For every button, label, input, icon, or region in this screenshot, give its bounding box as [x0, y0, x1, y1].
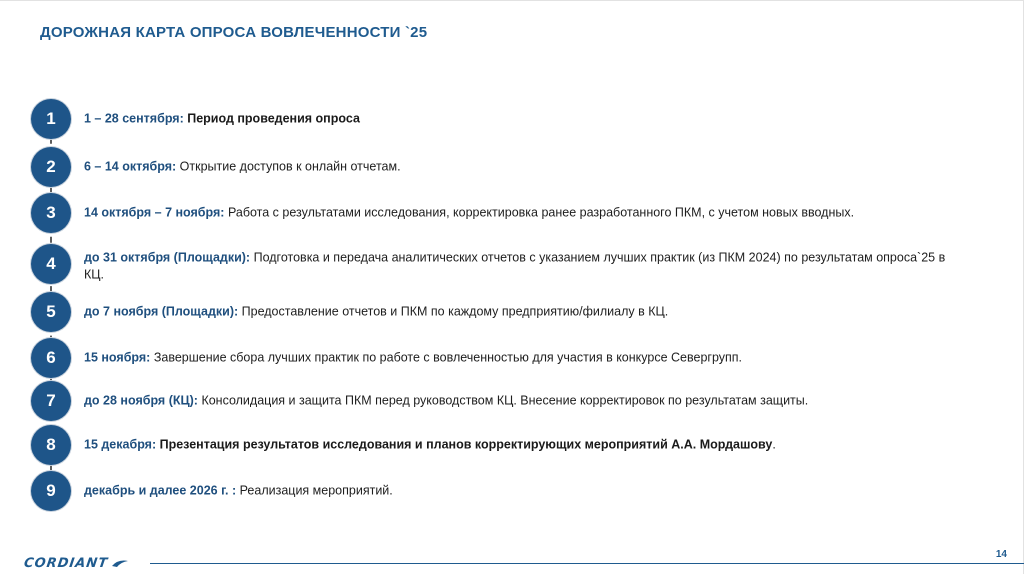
- step-1: [31, 99, 991, 139]
- footer-divider: [150, 563, 1024, 564]
- step-text: [84, 111, 954, 128]
- step-text: [84, 483, 954, 500]
- step-8: [31, 425, 991, 465]
- step-number-badge: 1: [31, 99, 71, 139]
- step-number-badge: 2: [31, 147, 71, 187]
- step-text: [84, 393, 954, 410]
- step-description: Период проведения опроса: [187, 111, 360, 126]
- step-description: Предоставление отчетов и ПКМ по каждому предприятию/филиалу в КЦ.: [241, 304, 669, 319]
- top-border: [0, 0, 1024, 1]
- step-number-badge: 5: [31, 292, 71, 332]
- step-date: 1 – 28 сентября:: [84, 111, 184, 126]
- step-description: Реализация мероприятий.: [239, 483, 393, 498]
- step-date: 15 ноября:: [84, 350, 151, 365]
- company-logo: [24, 556, 128, 571]
- step-date: до 7 ноября (Площадки):: [84, 304, 239, 319]
- step-description: Завершение сбора лучших практик по работе с вовлеченностью для участия в конкурсе Севергрупп.: [153, 350, 743, 365]
- step-3: [31, 193, 991, 233]
- step-date: до 28 ноября (КЦ):: [84, 393, 198, 408]
- step-text: [84, 437, 954, 454]
- step-number-badge: 4: [31, 244, 71, 284]
- step-number-badge: 7: [31, 381, 71, 421]
- page-title: ДОРОЖНАЯ КАРТА ОПРОСА ВОВЛЕЧЕННОСТИ `25: [40, 24, 428, 41]
- step-text: [84, 159, 954, 176]
- step-number-badge: 9: [31, 471, 71, 511]
- step-date: декабрь и далее 2026 г. :: [84, 483, 237, 498]
- logo-wordmark: CORDIANT: [22, 556, 110, 571]
- step-7: [31, 381, 991, 421]
- step-4: [31, 244, 991, 284]
- step-6: [31, 338, 991, 378]
- page-number: 14: [995, 549, 1007, 560]
- step-date: 14 октября – 7 ноября:: [84, 205, 225, 220]
- step-5: [31, 292, 991, 332]
- step-text: [84, 304, 954, 321]
- step-number-badge: 3: [31, 193, 71, 233]
- step-description: Презентация результатов исследования и планов корректирующих мероприятий А.А. Мордашову: [159, 437, 773, 452]
- step-description-end: .: [772, 437, 776, 452]
- step-description: Открытие доступов к онлайн отчетам.: [179, 159, 401, 174]
- step-text: [84, 205, 954, 222]
- step-text: [84, 350, 954, 367]
- step-number-badge: 8: [31, 425, 71, 465]
- step-2: [31, 147, 991, 187]
- logo-swoosh-icon: [112, 559, 128, 569]
- step-description: Работа с результатами исследования, корректировка ранее разработанного ПКМ, с учетом новых вводных.: [227, 205, 855, 220]
- step-date: до 31 октября (Площадки):: [84, 250, 251, 265]
- step-description: Подготовка и передача аналитических отчетов с указанием лучших практик (из ПКМ 2024) по результатам опроса`25 в КЦ.: [84, 250, 946, 282]
- step-date: 6 – 14 октября:: [84, 159, 177, 174]
- step-date: 15 декабря:: [84, 437, 157, 452]
- step-9: [31, 471, 991, 511]
- step-text: [84, 249, 954, 283]
- step-description: Консолидация и защита ПКМ перед руководством КЦ. Внесение корректировок по результатам защиты.: [201, 393, 809, 408]
- step-number-badge: 6: [31, 338, 71, 378]
